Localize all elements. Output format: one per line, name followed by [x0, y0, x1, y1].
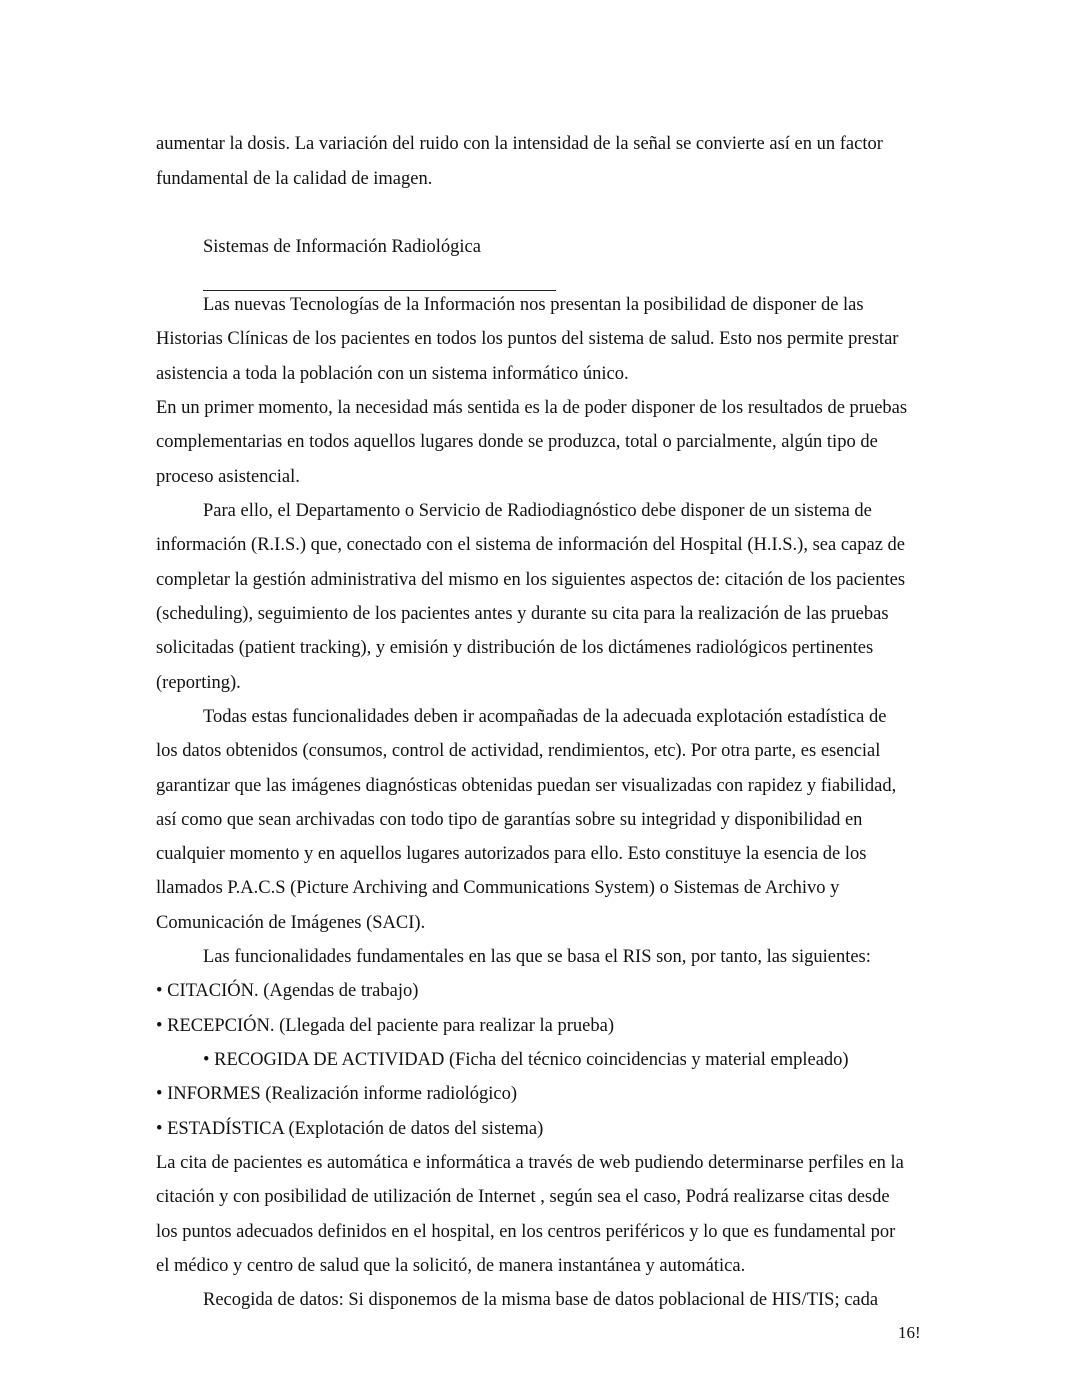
list-intro: Las funcionalidades fundamentales en las que se basa el RIS son, por tanto, las siguientes: — [203, 947, 871, 967]
paragraph-line: Todas estas funcionalidades deben ir acompañadas de la adecuada explotación estadística de — [203, 707, 887, 727]
paragraph-line: los datos obtenidos (consumos, control de actividad, rendimientos, etc). Por otra parte, es esencial — [156, 741, 881, 761]
paragraph-line: La cita de pacientes es automática e informática a través de web pudiendo determinarse perfiles en la — [156, 1153, 904, 1173]
paragraph-line: Historias Clínicas de los pacientes en todos los puntos del sistema de salud. Esto nos permite prestar — [156, 329, 899, 349]
intro-line: aumentar la dosis. La variación del ruido con la intensidad de la señal se convierte así en un factor — [156, 134, 883, 154]
paragraph-line: Comunicación de Imágenes (SACI). — [156, 913, 426, 933]
paragraph-line: los puntos adecuados definidos en el hospital, en los centros periféricos y lo que es fundamental por — [156, 1222, 896, 1242]
list-item: • ESTADÍSTICA (Explotación de datos del sistema) — [156, 1119, 544, 1139]
paragraph-line: asistencia a toda la población con un sistema informático único. — [156, 364, 629, 384]
paragraph-line: cualquier momento y en aquellos lugares autorizados para ello. Esto constituye la esencia de los — [156, 844, 867, 864]
paragraph-line: así como que sean archivadas con todo tipo de garantías sobre su integridad y disponibilidad en — [156, 810, 863, 830]
page-number: 16! — [898, 1323, 921, 1342]
list-item: • INFORMES (Realización informe radiológico) — [156, 1084, 517, 1104]
paragraph-line: (scheduling), seguimiento de los pacientes antes y durante su cita para la realización de las pruebas — [156, 604, 889, 624]
paragraph-line: proceso asistencial. — [156, 467, 300, 487]
paragraph-line: citación y con posibilidad de utilización de Internet , según sea el caso, Podrá realizarse citas desde — [156, 1187, 890, 1207]
paragraph-line: solicitadas (patient tracking), y emisión y distribución de los dictámenes radiológicos pertinentes — [156, 638, 874, 658]
paragraph-line: el médico y centro de salud que la solicitó, de manera instantánea y automática. — [156, 1256, 746, 1276]
list-item: • RECOGIDA DE ACTIVIDAD (Ficha del técnico coincidencias y material empleado) — [203, 1050, 849, 1070]
paragraph-line: Para ello, el Departamento o Servicio de Radiodiagnóstico debe disponer de un sistema de — [203, 501, 872, 521]
list-item: • CITACIÓN. (Agendas de trabajo) — [156, 981, 419, 1001]
paragraph-line: (reporting). — [156, 673, 241, 693]
paragraph-line: información (R.I.S.) que, conectado con el sistema de información del Hospital (H.I.S.), sea capaz de — [156, 535, 905, 555]
section-heading: Sistemas de Información Radiológica — [203, 237, 481, 257]
paragraph-line: llamados P.A.C.S (Picture Archiving and Communications System) o Sistemas de Archivo y — [156, 878, 840, 898]
paragraph-line: Las nuevas Tecnologías de la Información nos presentan la posibilidad de disponer de las — [203, 295, 864, 315]
intro-line: fundamental de la calidad de imagen. — [156, 169, 433, 189]
paragraph-line: En un primer momento, la necesidad más sentida es la de poder disponer de los resultados de pruebas — [156, 398, 908, 418]
paragraph-line: garantizar que las imágenes diagnósticas obtenidas puedan ser visualizadas con rapidez y fiabilidad, — [156, 776, 897, 796]
paragraph-line: complementarias en todos aquellos lugares donde se produzca, total o parcialmente, algún tipo de — [156, 432, 878, 452]
paragraph-line: Recogida de datos: Si disponemos de la misma base de datos poblacional de HIS/TIS; cada — [203, 1290, 879, 1310]
list-item: • RECEPCIÓN. (Llegada del paciente para realizar la prueba) — [156, 1016, 614, 1036]
paragraph-line: completar la gestión administrativa del mismo en los siguientes aspectos de: citación de los pacientes — [156, 570, 906, 590]
